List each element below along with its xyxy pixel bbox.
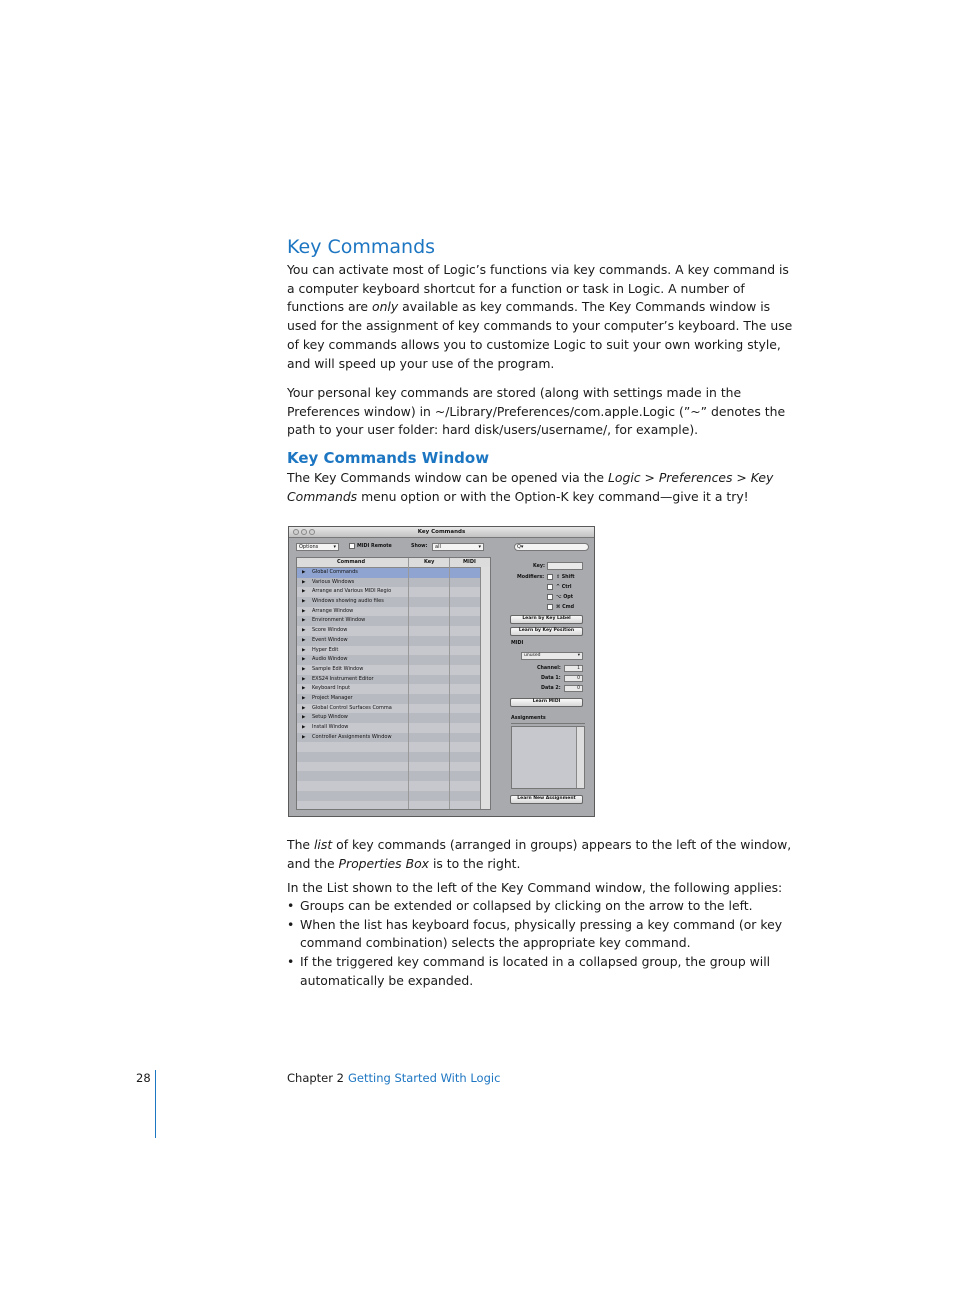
- expand-arrow-icon[interactable]: ▶: [302, 628, 306, 634]
- assignments-list[interactable]: [511, 726, 585, 789]
- command-group-label: Arrange and Various MIDI Regio: [312, 588, 392, 595]
- list-item: • Groups can be extended or collapsed by clicking on the arrow to the left.: [287, 897, 797, 916]
- expand-arrow-icon[interactable]: ▶: [302, 647, 306, 653]
- table-row[interactable]: [297, 587, 490, 597]
- table-row[interactable]: [297, 626, 490, 636]
- learn-new-assignment-button[interactable]: Learn New Assignment: [510, 795, 583, 804]
- table-row[interactable]: [297, 665, 490, 675]
- chevron-down-icon: ▾: [478, 544, 481, 550]
- close-icon[interactable]: [293, 529, 299, 535]
- command-list[interactable]: [296, 557, 491, 810]
- window-titlebar: [289, 527, 594, 538]
- command-group-label: Global Commands: [312, 569, 358, 575]
- intro-paragraph: You can activate most of Logic’s functions via key commands. A key command is a computer keyboard shortcut for a function or task in Logic. A number of functions are only available as key commands. The Key Commands window is used for the assignment of key commands to your computer’s keyboard. The use of key commands allows you to customize Logic to suit your own working style, and will speed up your use of the program.: [287, 262, 793, 371]
- list-item: • When the list has keyboard focus, physically pressing a key command (or key command combination) selects the appropriate key command.: [287, 916, 797, 953]
- search-icon: Q▾: [517, 544, 524, 550]
- command-group-label: Setup Window: [312, 714, 348, 721]
- data2-field[interactable]: 0: [564, 685, 583, 692]
- command-group-label: Event Window: [312, 636, 348, 643]
- table-row[interactable]: [297, 723, 490, 733]
- storage-paragraph: Your personal key commands are stored (along with settings made in the Preferences window) in ~/Library/Preferences/com.apple.Logic (”~” denotes the path to your user folder: hard disk/users/username/, for example).: [287, 385, 786, 438]
- table-row[interactable]: [297, 762, 490, 772]
- search-input[interactable]: [514, 543, 589, 551]
- expand-arrow-icon[interactable]: ▶: [302, 657, 306, 663]
- data2-label: Data 2:: [541, 686, 561, 691]
- data1-field[interactable]: 0: [564, 675, 583, 682]
- table-row[interactable]: [297, 597, 490, 607]
- midi-remote-checkbox[interactable]: [349, 543, 355, 549]
- table-row[interactable]: [297, 801, 490, 811]
- show-select[interactable]: all ▾: [432, 543, 484, 551]
- command-group-label: Global Control Surfaces Comma: [312, 704, 392, 711]
- table-row[interactable]: [297, 752, 490, 762]
- properties-box: [503, 557, 587, 810]
- command-group-label: Sample Edit Window: [312, 665, 364, 672]
- divider: [511, 723, 585, 724]
- section-heading: Key Commands Window: [287, 449, 490, 467]
- modifiers-label: Modifiers:: [517, 575, 545, 580]
- data1-label: Data 1:: [541, 676, 561, 681]
- expand-arrow-icon[interactable]: ▶: [302, 705, 306, 711]
- command-group-label: Hyper Edit: [312, 646, 339, 653]
- command-group-label: Environment Window: [312, 617, 366, 624]
- chevron-down-icon: ▾: [333, 544, 336, 550]
- column-divider: [408, 558, 409, 809]
- column-key[interactable]: Key: [424, 559, 435, 565]
- key-field[interactable]: [547, 562, 583, 570]
- expand-arrow-icon[interactable]: ▶: [302, 618, 306, 624]
- channel-label: Channel:: [537, 666, 561, 671]
- list-description-paragraph: The list of key commands (arranged in groups) appears to the left of the window, and the Properties Box is to the right.: [287, 837, 792, 871]
- zoom-icon[interactable]: [309, 529, 315, 535]
- column-command[interactable]: Command: [337, 559, 366, 565]
- ctrl-checkbox[interactable]: [547, 584, 553, 590]
- table-row[interactable]: [297, 636, 490, 646]
- show-label: Show:: [411, 544, 428, 549]
- assignments-label: Assignments: [511, 716, 546, 721]
- expand-arrow-icon[interactable]: ▶: [302, 686, 306, 692]
- window-title: Key Commands: [417, 529, 466, 535]
- table-row[interactable]: [297, 713, 490, 723]
- table-row[interactable]: [297, 704, 490, 714]
- table-row[interactable]: [297, 771, 490, 781]
- command-group-label: Arrange Window: [312, 607, 354, 614]
- bullet-list: [287, 897, 797, 991]
- table-row[interactable]: [297, 742, 490, 752]
- command-group-label: Score Window: [312, 627, 348, 634]
- table-row[interactable]: [297, 791, 490, 801]
- column-divider: [449, 558, 450, 809]
- expand-arrow-icon[interactable]: ▶: [302, 579, 306, 585]
- command-group-label: Various Windows: [312, 578, 355, 585]
- key-commands-window-screenshot: [288, 526, 595, 817]
- shift-label: ⇧ Shift: [556, 575, 575, 580]
- minimize-icon[interactable]: [301, 529, 307, 535]
- key-label: Key:: [533, 564, 545, 569]
- expand-arrow-icon[interactable]: ▶: [302, 676, 306, 682]
- footer-divider: [155, 1070, 156, 1138]
- command-group-label: EXS24 Instrument Editor: [312, 675, 374, 682]
- opt-checkbox[interactable]: [547, 594, 553, 600]
- expand-arrow-icon[interactable]: ▶: [302, 666, 306, 672]
- table-row[interactable]: [297, 655, 490, 665]
- expand-arrow-icon[interactable]: ▶: [302, 725, 306, 730]
- table-row[interactable]: [297, 578, 490, 588]
- table-row[interactable]: [297, 684, 490, 694]
- page-heading: Key Commands: [287, 236, 436, 258]
- table-row[interactable]: [297, 607, 490, 617]
- chevron-down-icon: ▾: [577, 653, 580, 658]
- open-window-paragraph: The Key Commands window can be opened via the Logic > Preferences > Key Commands menu option or with the Option-K key command—give it a try!: [287, 470, 774, 504]
- column-midi[interactable]: MIDI: [463, 559, 476, 565]
- command-group-label: Keyboard Input: [312, 685, 351, 692]
- cmd-checkbox[interactable]: [547, 604, 553, 610]
- window-toolbar: [289, 538, 594, 556]
- command-rows: [297, 568, 490, 810]
- table-row[interactable]: [297, 568, 490, 578]
- expand-arrow-icon[interactable]: ▶: [302, 637, 306, 643]
- expand-arrow-icon[interactable]: ▶: [302, 734, 306, 740]
- opt-label: ⌥ Opt: [556, 595, 574, 600]
- channel-field[interactable]: 1: [564, 665, 583, 672]
- expand-arrow-icon[interactable]: ▶: [302, 570, 306, 575]
- learn-midi-button[interactable]: Learn MIDI: [510, 698, 583, 707]
- table-row[interactable]: [297, 675, 490, 685]
- table-row[interactable]: [297, 646, 490, 656]
- command-group-label: Project Manager: [312, 694, 353, 701]
- table-row[interactable]: [297, 694, 490, 704]
- page-number: 28: [136, 1071, 151, 1085]
- list-rules-intro: In the List shown to the left of the Key Command window, the following applies:: [287, 880, 783, 895]
- learn-by-key-position-button[interactable]: Learn by Key Position: [510, 627, 583, 636]
- table-row[interactable]: [297, 781, 490, 791]
- table-row[interactable]: [297, 616, 490, 626]
- midi-remote-label: MIDI Remote: [357, 544, 392, 549]
- shift-checkbox[interactable]: [547, 574, 553, 580]
- midi-label: MIDI: [511, 641, 524, 646]
- midi-select[interactable]: unused ▾: [521, 652, 583, 660]
- assignments-scrollbar[interactable]: [576, 727, 584, 788]
- chapter-label: Chapter 2: [287, 1071, 344, 1085]
- list-scrollbar[interactable]: [480, 567, 490, 809]
- chapter-title: Getting Started With Logic: [348, 1071, 501, 1085]
- expand-arrow-icon[interactable]: ▶: [302, 599, 306, 605]
- options-menu[interactable]: Options ▾: [296, 543, 339, 551]
- cmd-label: ⌘ Cmd: [556, 605, 575, 610]
- learn-by-key-label-button[interactable]: Learn by Key Label: [510, 615, 583, 624]
- column-header: [297, 558, 490, 568]
- expand-arrow-icon[interactable]: ▶: [302, 608, 306, 614]
- command-group-label: Windows showing audio files: [312, 598, 384, 605]
- expand-arrow-icon[interactable]: ▶: [302, 695, 306, 701]
- ctrl-label: ^ Ctrl: [556, 585, 572, 590]
- expand-arrow-icon[interactable]: ▶: [302, 715, 306, 721]
- expand-arrow-icon[interactable]: ▶: [302, 589, 306, 595]
- table-row[interactable]: [297, 733, 490, 743]
- command-group-label: Audio Window: [312, 656, 348, 663]
- list-item: • If the triggered key command is located in a collapsed group, the group will automatically be expanded.: [287, 953, 797, 990]
- command-group-label: Install Window: [312, 724, 349, 730]
- command-group-label: Controller Assignments Window: [312, 733, 392, 740]
